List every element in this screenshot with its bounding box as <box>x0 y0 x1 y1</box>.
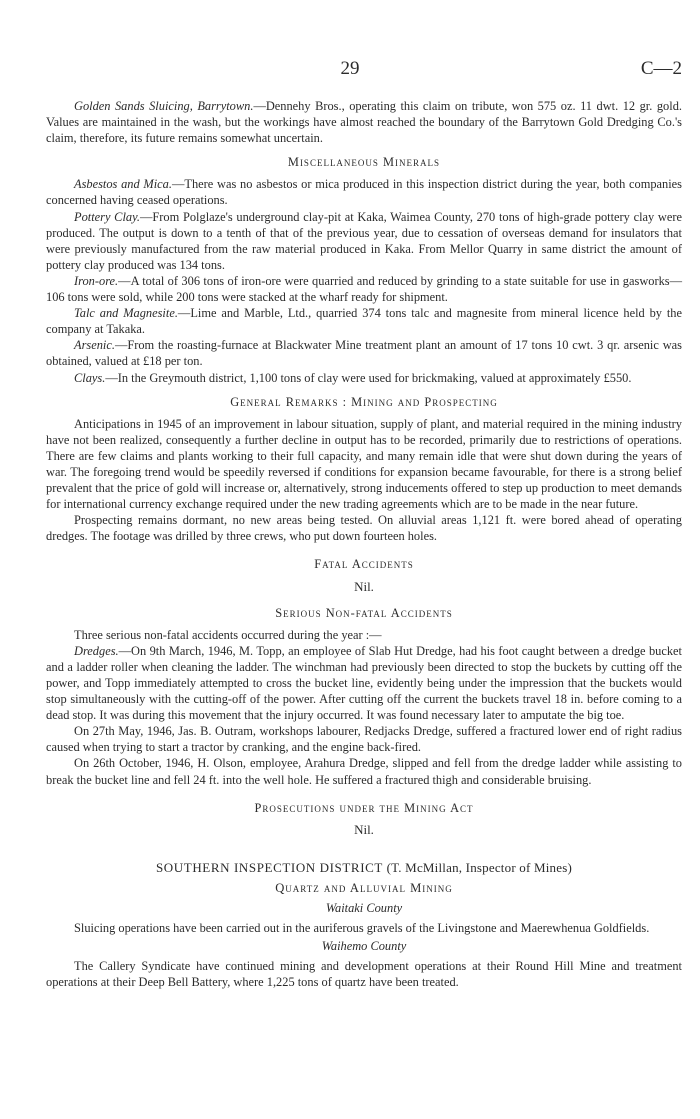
paragraph-body: —There was no asbestos or mica produced in this inspection district during the year, both companies concerned having ceased operations. <box>46 177 682 208</box>
paragraph-body: —In the Greymouth district, 1,100 tons of clay were used for brickmaking, valued at approximately £550. <box>105 370 632 385</box>
page-number: 29 <box>340 58 360 79</box>
page-header <box>0 58 700 82</box>
county-heading-waihemo: Waihemo County <box>321 939 407 954</box>
district-title: SOUTHERN INSPECTION DISTRICT <box>155 859 383 875</box>
fatal-accidents-value: Nil. <box>354 578 374 594</box>
paragraph-lead: Arsenic. <box>74 338 115 353</box>
section-heading-general-remarks: General Remarks : Mining and Prospecting <box>230 394 498 409</box>
prosecutions-value: Nil. <box>354 821 374 837</box>
paragraph-accidents-intro: Three serious non-fatal accidents occurred during the year :— <box>74 627 382 642</box>
paragraph-lead: Pottery Clay. <box>74 209 141 224</box>
paragraph-body: —On 9th March, 1946, M. Topp, an employee of Slab Hut Dredge, had his foot caught between a dredge bucket and a ladder roller when cleaning the ladder. The winchman had previously been directed to stop the buckets by cutting off the power, and Topp immediately attempted to cross the bucket line, evidently being under the impression that the buckets would stop simultaneously with the cutting-off of the power. After cutting off the current the buckets travel 18 in. before coming to a dead stop. It was during this movement that the injury occurred. It was found necessary later to amputate the big toe. <box>46 643 682 723</box>
county-heading-waitaki: Waitaki County <box>325 901 403 916</box>
section-heading-fatal-accidents: Fatal Accidents <box>314 557 414 572</box>
paragraph-outram: On 27th May, 1946, Jas. B. Outram, workshops labourer, Redjacks Dredge, suffered a fractured lower end of right radius caused when trying to start a tractor by cranking, and the engine back-fired. <box>46 724 682 755</box>
paragraph-lead: Asbestos and Mica. <box>74 177 172 192</box>
paragraph-body: —From Polglaze's underground clay-pit at Kaka, Waimea County, 270 tons of high-grade pottery clay were produced. The output is down to a tenth of that of the previous year, due to cessation of overseas demand for insulators that were previously manufactured from the raw material produced in Kaka. From Mellor Quarry in same district the amount of pottery clay produced was 134 tons. <box>46 209 682 272</box>
district-heading-southern <box>46 860 682 876</box>
paragraph-lead: Iron-ore. <box>74 273 119 288</box>
paragraph-asbestos <box>46 176 682 208</box>
paragraph-general-remarks-2: Prospecting remains dormant, no new areas being tested. On alluvial areas 1,121 ft. were bored ahead of operating dredges. The footage was drilled by three crews, who put down fourteen holes. <box>46 513 682 544</box>
paragraph-body: —A total of 306 tons of iron-ore were quarried and reduced by grinding to a state suitable for use in gasworks—106 tons were sold, while 200 tons were stacked at the wharf ready for shipment. <box>46 273 682 305</box>
paragraph-arsenic <box>46 337 682 369</box>
paragraph-clays <box>46 370 682 386</box>
paragraph-pottery-clay <box>46 209 682 273</box>
page-content <box>46 98 682 991</box>
paragraph-body: —Lime and Marble, Ltd., quarried 374 tons talc and magnesite from mineral licence held by the company at Takaka. <box>46 306 682 337</box>
paragraph-lead: Dredges. <box>74 643 119 658</box>
paragraph-waihemo: The Callery Syndicate have continued mining and development operations at their Round Hill Mine and treatment operations at their Deep Bell Battery, where 1,225 tons of quartz have been treated. <box>46 959 682 990</box>
section-heading-prosecutions: Prosecutions under the Mining Act <box>254 800 474 815</box>
section-heading-serious-accidents: Serious Non-fatal Accidents <box>275 605 453 620</box>
section-heading-misc-minerals: Miscellaneous Minerals <box>287 155 441 170</box>
district-inspector: (T. McMillan, Inspector of Mines) <box>386 859 573 875</box>
paragraph-general-remarks-1: Anticipations in 1945 of an improvement in labour situation, supply of plant, and material required in the mining industry have not been realized, consequently a further decline in output has to be recorded, primarily due to restrictions of operations. There are few claims and plants working to their full capacity, and many remain idle that were shut down during the years of war. The foregoing trend would be speedily reversed if conditions for expansion became favourable, for there is a strong belief prevalent that the price of gold will increase or, alternatively, strong inducements offered to step up production to meet demands for international currency exchange required under the new trading agreements which are to be made in the near future. <box>46 416 682 512</box>
paragraph-lead: Clays. <box>74 370 106 385</box>
paragraph-lead: Golden Sands Sluicing, Barrytown. <box>74 99 254 113</box>
subheading-quartz-alluvial: Quartz and Alluvial Mining <box>275 880 453 895</box>
paragraph-olson: On 26th October, 1946, H. Olson, employee, Arahura Dredge, slipped and fell from the dredge ladder while assisting to break the bucket line and fell 24 ft. into the well hole. He suffered a fractured thigh and considerable bruising. <box>46 756 682 787</box>
paragraph-body: —Dennehy Bros., operating this claim on tribute, won 575 oz. 11 dwt. 12 gr. gold. Values are maintained in the wash, but the workings have almost reached the boundary of the Barrytown Gold Dredging Co.'s claim, therefore, its future remains somewhat uncertain. <box>46 99 682 146</box>
paragraph-iron-ore <box>46 273 682 305</box>
paragraph-dredges <box>46 643 682 723</box>
paragraph-waitaki: Sluicing operations have been carried out in the auriferous gravels of the Livingstone and Maerewhenua Goldfields. <box>74 921 650 936</box>
paragraph-body: —From the roasting-furnace at Blackwater Mine treatment plant an amount of 17 tons 10 cwt. 3 qr. arsenic was obtained, valued at £18 per ton. <box>46 338 682 369</box>
paragraph-talc <box>46 305 682 337</box>
paragraph-lead: Talc and Magnesite. <box>74 306 178 321</box>
paragraph-golden-sands <box>46 98 682 146</box>
page-reference: C—2 <box>640 58 682 79</box>
